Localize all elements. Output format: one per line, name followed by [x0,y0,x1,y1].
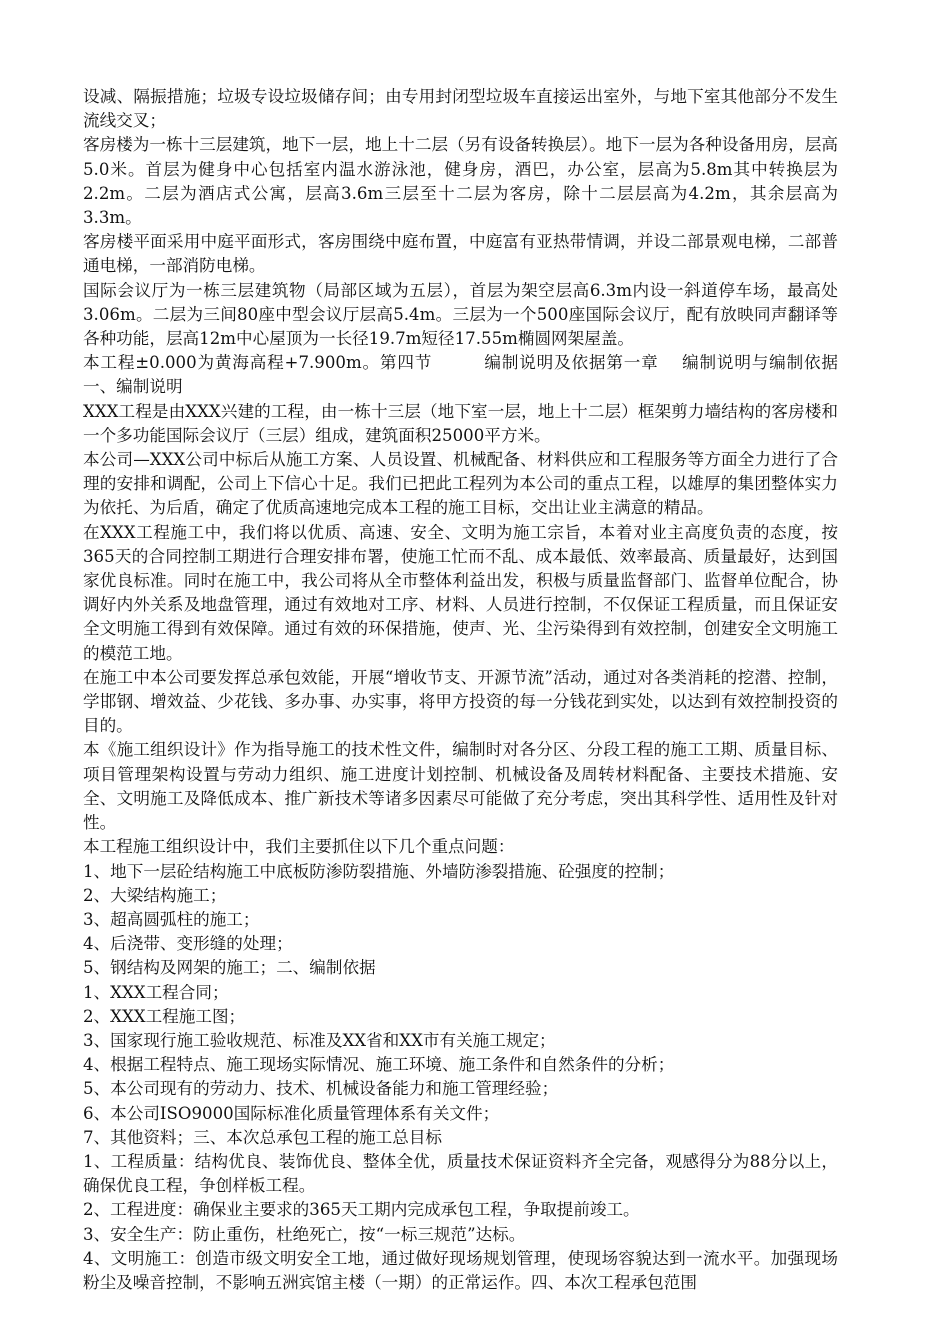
list-item: 2、工程进度：确保业主要求的365天工期内完成承包工程，争取提前竣工。 [83,1200,640,1220]
list-item: 4、根据工程特点、施工现场实际情况、施工环境、施工条件和自然条件的分析； [83,1055,675,1075]
list-item: 1、地下一层砼结构施工中底板防渗防裂措施、外墙防渗裂措施、砼强度的控制； [83,861,675,881]
paragraph: 本工程±0.000为黄海高程+7.900m。第四节 编制说明及依据第一章 编制说明与编制依据一、编制说明 [83,353,838,397]
list-item: 5、钢结构及网架的施工；二、编制依据 [83,958,376,978]
list-item: 1、XXX工程合同； [83,982,229,1002]
paragraph: XXX工程是由XXX兴建的工程，由一栋十三层（地下室一层，地上十二层）框架剪力墙结构的客房楼和一个多功能国际会议厅（三层）组成，建筑面积25000平方米。 [83,401,838,445]
list-item: 4、文明施工：创造市级文明安全工地，通过做好现场规划管理，使现场容貌达到一流水平。加强现场粉尘及噪音控制，不影响五洲宾馆主楼（一期）的正常运作。四、本次工程承包范围 [83,1248,838,1292]
list-item: 5、本公司现有的劳动力、技术、机械设备能力和施工管理经验； [83,1079,559,1099]
list-item: 7、其他资料；三、本次总承包工程的施工总目标 [83,1127,443,1147]
paragraph: 本工程施工组织设计中，我们主要抓住以下几个重点问题： [83,837,515,857]
paragraph: 客房楼为一栋十三层建筑，地下一层，地上十二层（另有设备转换层）。地下一层为各种设备用房，层高5.0米。首层为健身中心包括室内温水游泳池，健身房，酒巴，办公室，层高为5.8m其中转换层为2.2m。二层为酒店式公寓，层高3.6m三层至十二层为客房，除十二层层高为4.2m，其余层高为3.3m。 [83,135,839,228]
paragraph: 设减、隔振措施；垃圾专设垃圾储存间；由专用封闭型垃圾车直接运出室外，与地下室其他部分不发生流线交叉； [83,87,838,131]
list-item: 4、后浇带、变形缝的处理； [83,934,293,954]
list-item: 6、本公司ISO9000国际标准化质量管理体系有关文件； [83,1103,500,1123]
list-item: 3、安全生产：防止重伤，杜绝死亡，按“一标三规范”达标。 [83,1224,526,1244]
list-item: 3、超高圆弧柱的施工； [83,909,260,929]
paragraph: 本《施工组织设计》作为指导施工的技术性文件，编制时对各分区、分段工程的施工工期、质量目标、项目管理架构设置与劳动力组织、施工进度计划控制、机械设备及周转材料配备、主要技术措施、安全、文明施工及降低成本、推广新技术等诸多因素尽可能做了充分考虑，突出其科学性、适用性及针对性。 [83,740,838,833]
paragraph: 在施工中本公司要发挥总承包效能，开展“增收节支、开源节流”活动，通过对各类消耗的挖潜、控制，学邯钢、增效益、少花钱、多办事、办实事，将甲方投资的每一分钱花到实处，以达到有效控制投资的目的。 [83,667,838,736]
list-item: 2、大梁结构施工； [83,885,227,905]
list-item: 1、工程质量：结构优良、装饰优良、整体全优，质量技术保证资料齐全完备，观感得分为88分以上，确保优良工程，争创样板工程。 [83,1151,838,1196]
paragraph: 本公司—XXX公司中标后从施工方案、人员设置、机械配备、材料供应和工程服务等方面全力进行了合理的安排和调配，公司上下信心十足。我们已把此工程列为本公司的重点工程，以雄厚的集团整体实力为依托、为后盾，确定了优质高速地完成本工程的施工目标，交出让业主满意的精品。 [83,450,838,518]
list-item: 2、XXX工程施工图； [83,1006,246,1026]
list-item: 3、国家现行施工验收规范、标准及XX省和XX市有关施工规定； [83,1030,556,1050]
paragraph: 客房楼平面采用中庭平面形式，客房围绕中庭布置，中庭富有亚热带情调，并设二部景观电梯，二部普通电梯，一部消防电梯。 [83,232,838,276]
paragraph: 在XXX工程施工中，我们将以优质、高速、安全、文明为施工宗旨，本着对业主高度负责的态度，按365天的合同控制工期进行合理安排布署，使施工忙而不乱、成本最低、效率最高、质量最好，达到国家优良标准。同时在施工中，我公司将从全市整体利益出发，积极与质量监督部门、监督单位配合，协调好内外关系及地盘管理，通过有效地对工序、材料、人员进行控制，不仅保证工程质量，而且保证安全文明施工得到有效保障。通过有效的环保措施，使声、光、尘污染得到有效控制，创建安全文明施工的模范工地。 [83,522,838,663]
paragraph: 国际会议厅为一栋三层建筑物（局部区域为五层），首层为架空层高6.3m内设一斜道停车场，最高处3.06m。二层为三间80座中型会议厅层高5.4m。三层为一个500座国际会议厅，配有放映同声翻译等各种功能，层高12m中心屋顶为一长径19.7m短径17.55m椭圆网架屋盖。 [83,280,838,349]
